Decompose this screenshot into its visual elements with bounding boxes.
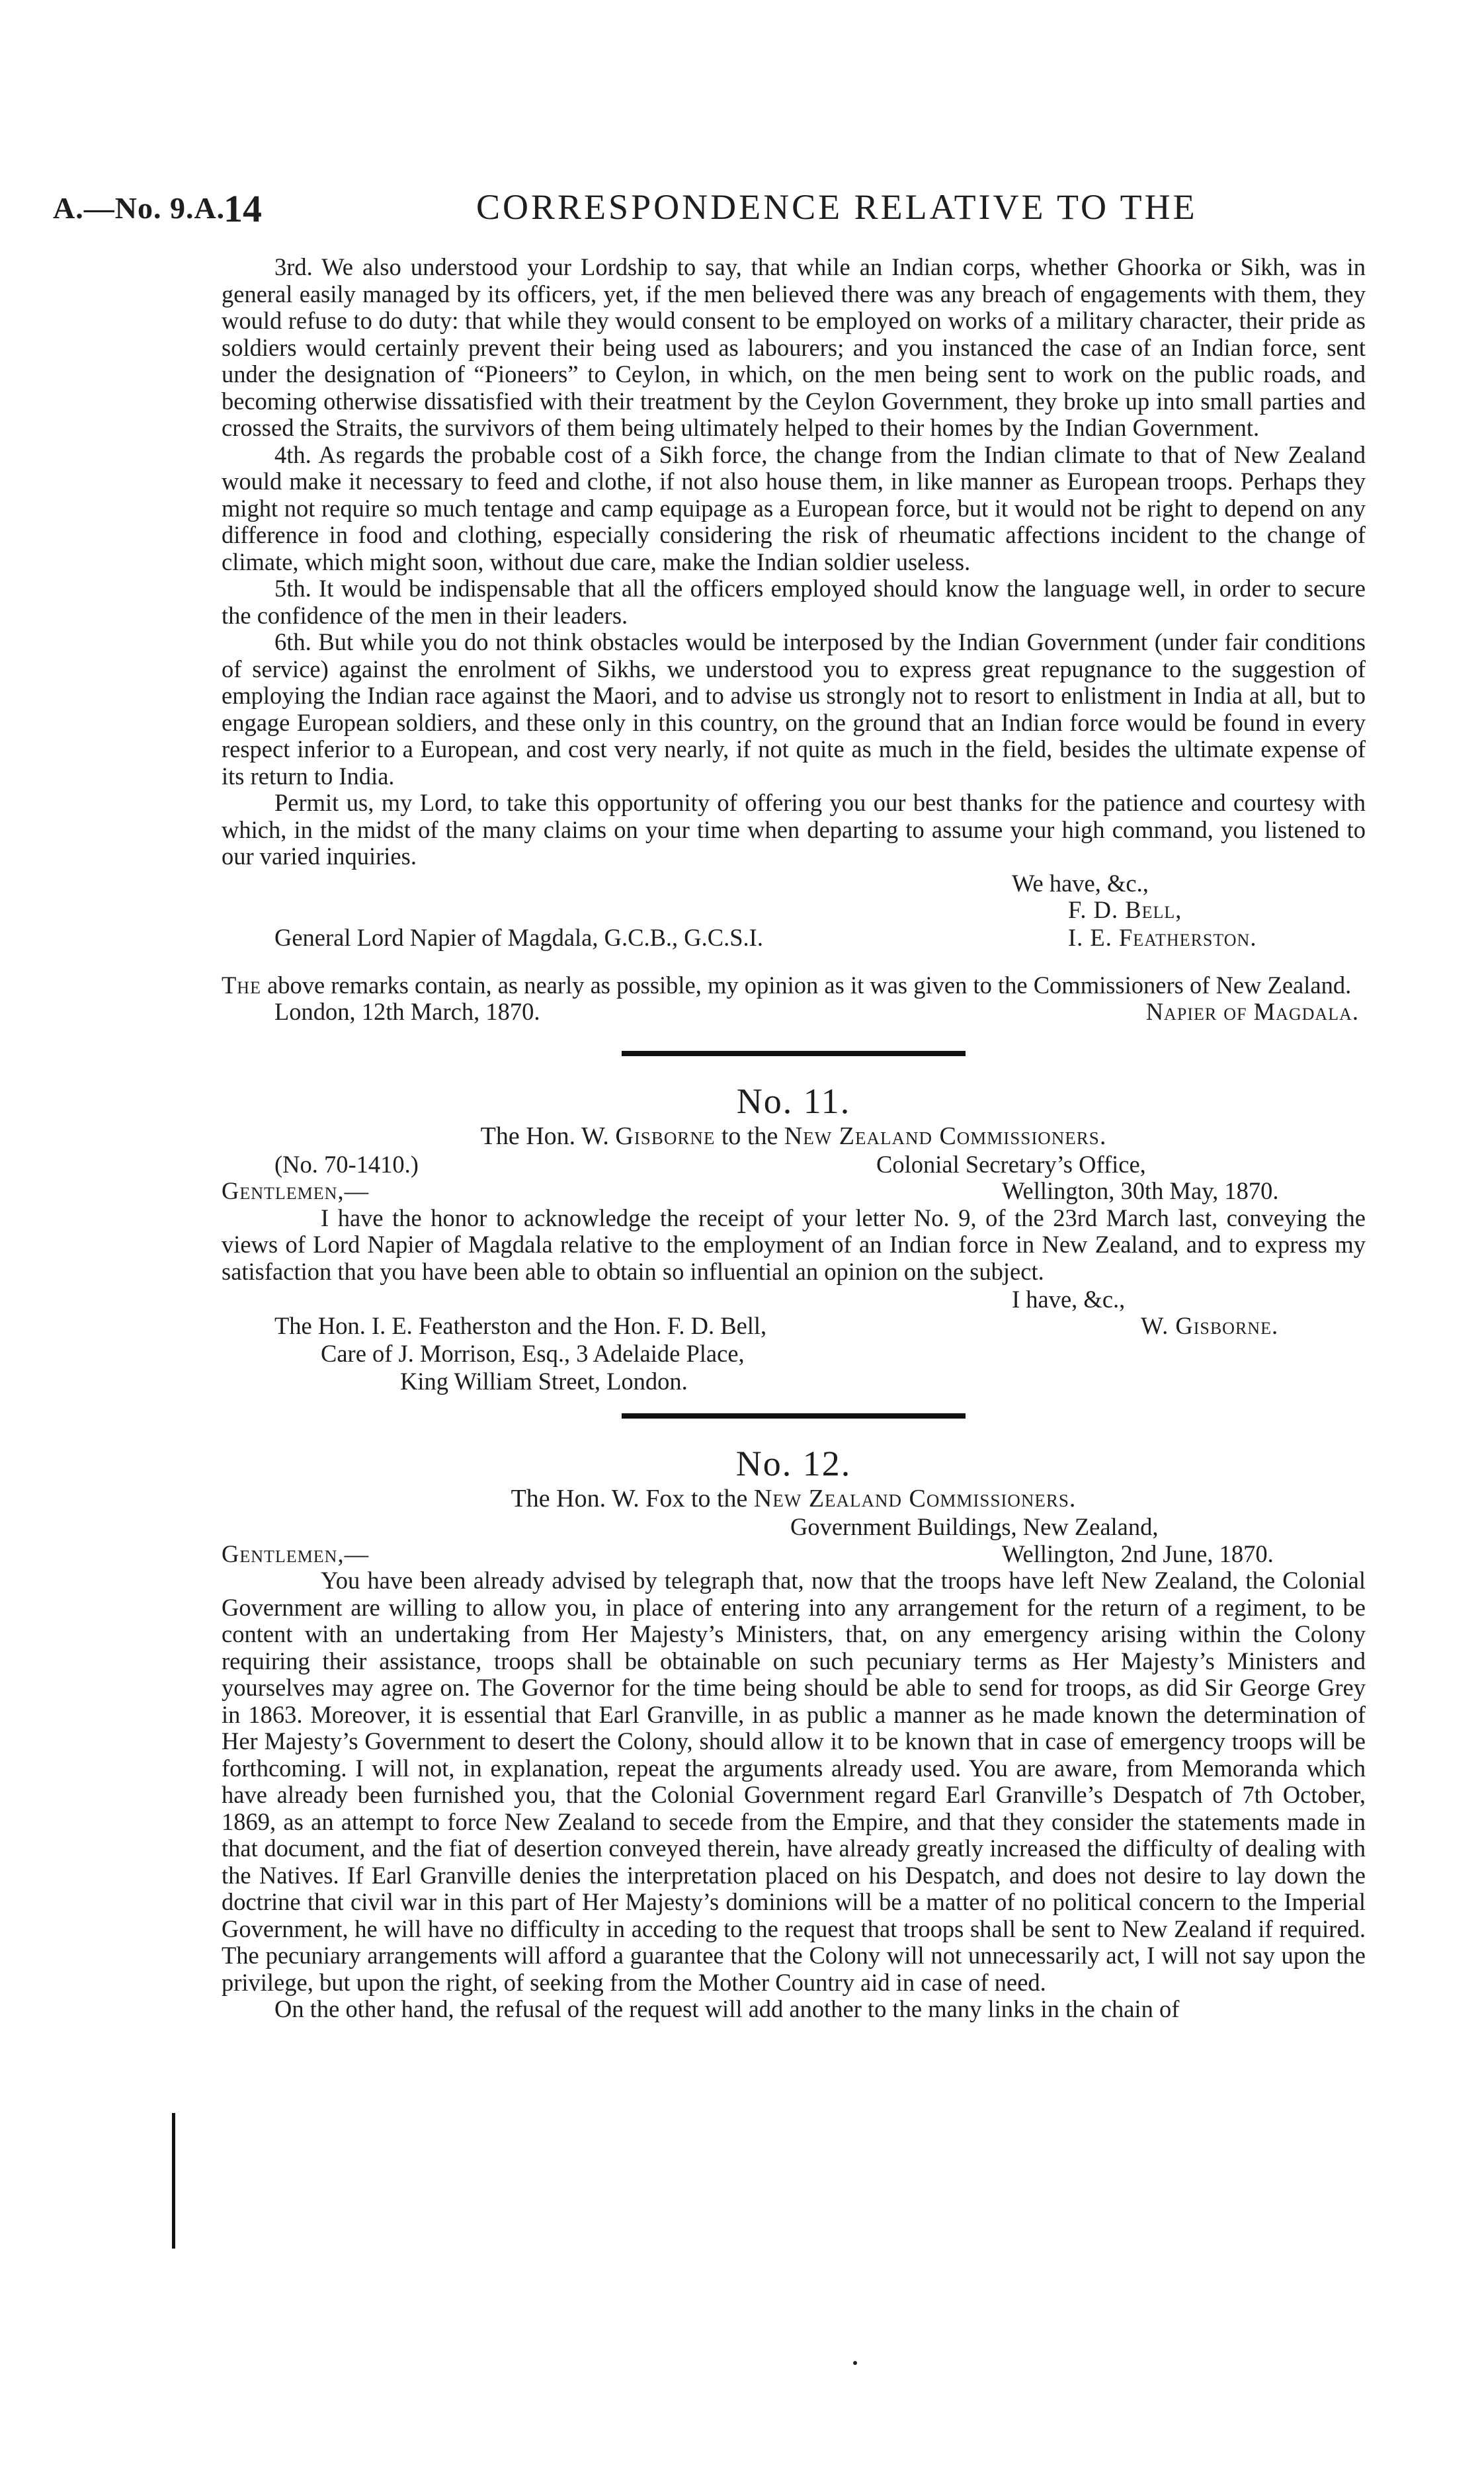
- letter-number-12: No. 12.: [735, 1444, 852, 1483]
- letter-12-salutation-row: [222, 1541, 1366, 1568]
- letter-12-salutation: Gentlemen,—: [222, 1540, 370, 1567]
- letter-11-addressee-3: King William Street, London.: [400, 1368, 688, 1395]
- letter-11-addressee-2: Care of J. Morrison, Esq., 3 Adelaide Place,: [321, 1340, 745, 1367]
- paragraph-6th: 6th. But while you do not think obstacles would be interposed by the Indian Government (under fair conditions of service) against the enrolment of Sikhs, we understood you to express great repugnance to the suggestion of employing the Indian race against the Maori, and to advise us strongly not to resort to enlistment in India at all, but to engage European soldiers, and these only in this country, on the ground that an Indian force would be found in every respect inferior to a European, and cost very nearly, if not quite as much in the field, besides the ultimate expense of its return to India.: [222, 628, 1366, 790]
- letter-12-office: Government Buildings, New Zealand,: [790, 1513, 1159, 1540]
- letter-12-title-prefix: The Hon. W.: [511, 1485, 639, 1512]
- closing-we-have: We have, &c.,: [1012, 869, 1149, 897]
- letter-12-title-mid: to the: [690, 1485, 748, 1512]
- remarks-place-date: London, 12th March, 1870.: [274, 998, 540, 1025]
- paragraph-4th: 4th. As regards the probable cost of a Sikh force, the change from the Indian climate to that of New Zealand would make it necessary to feed and clothe, if not also house them, in like manner as European troops. Perhaps they might not require so much tentage and camp equipage as a European force, but it would not be right to depend on any difference in food and clothing, especially considering the risk of rheumatic affections incident to the change of climate, which might soon, without due care, make the Indian soldier useless.: [222, 440, 1366, 575]
- margin-mark: [172, 2113, 185, 2249]
- running-header: [53, 186, 1362, 239]
- page-speck: [853, 2361, 857, 2365]
- letter-11-closing: I have, &c.,: [1012, 1286, 1126, 1313]
- letter-11-salutation: Gentlemen,—: [222, 1177, 370, 1204]
- addressee-napier: General Lord Napier of Magdala, G.C.B., G.C.S.I.: [274, 923, 763, 951]
- letter-number-11: No. 11.: [736, 1081, 851, 1121]
- letter-12-place-date: Wellington, 2nd June, 1870.: [1002, 1540, 1274, 1567]
- letter-11-ref: (No. 70-1410.): [274, 1150, 419, 1178]
- page-title: CORRESPONDENCE RELATIVE TO THE: [476, 187, 1198, 227]
- remarks-lead: The: [222, 971, 261, 999]
- letter-11-office: Colonial Secretary’s Office,: [876, 1150, 1146, 1178]
- remarks-paragraph: [222, 972, 1366, 999]
- letter-11-signer: W. Gisborne.: [1141, 1312, 1279, 1339]
- letter-12-title: [222, 1483, 1366, 1514]
- section-divider: [622, 1051, 966, 1056]
- letter-11-place-date: Wellington, 30th May, 1870.: [1002, 1177, 1279, 1204]
- letter-11-sender: Gisborne: [615, 1122, 716, 1150]
- remarks-signer: Napier of Magdala.: [1145, 998, 1359, 1025]
- paragraph-3rd: 3rd. We also understood your Lordship to say, that while an Indian corps, whether Ghoorka or Sikh, was in general easily managed by its officers, yet, if the men believed there was any breach of engagements with them, they would refuse to do duty: that while they would consent to be employed on works of a military character, their pride as soldiers would certainly prevent their being used as labourers; and you instanced the case of an Indian force, sent under the designation of “Pioneers” to Ceylon, in which, on the men being sent to work on the public roads, and becoming otherwise dissatisfied with their treatment by the Ceylon Government, they broke up into small parties and crossed the Straits, the survivors of them being ultimately helped to their homes by the Indian Government.: [222, 253, 1366, 441]
- signer-bell: F. D. Bell,: [1068, 895, 1182, 923]
- letter-12-sender: Fox: [645, 1485, 685, 1512]
- letter-11-ref-row: [222, 1151, 1366, 1179]
- letter-11-title-mid: to the: [721, 1122, 778, 1150]
- letter-12-body: You have been already advised by telegraph that, now that the troops have left New Zealand, the Colonial Government are willing to allow you, in place of entering into any arrangement for the return of a regiment, to be content with an undertaking from Her Majesty’s Ministers, that, on any emergency arising within the Colony requiring their assistance, troops shall be obtainable on such pecuniary terms as Her Majesty’s Ministers and yourselves may agree on. The Governor for the time being should be able to send for troops, as did Sir George Grey in 1863. Moreover, it is essential that Earl Granville, in as public a manner as he made known the determination of Her Majesty’s Government to desert the Colony, should allow it to be known that in case of emergency troops will be forthcoming. I will not, in explanation, repeat the arguments already used. You are aware, from Memoranda which have already been furnished you, that the Colonial Government regard Earl Granville’s Despatch of 7th October, 1869, as an attempt to force New Zealand to secede from the Empire, and that they consider the statements made in that document, and the fiat of desertion conveyed therein, have already greatly increased the difficulty of dealing with the Natives. If Earl Granville denies the interpretation placed on his Despatch, and does not desire to lay down the doctrine that civil war in this part of Her Majesty’s dominions will be a matter of no political concern to the Imperial Government, he will have no difficulty in acceding to the request that troops shall be sent to New Zealand if required. The pecuniary arrangements will afford a guarantee that the Colony will not unnecessarily act, I will not say upon the privilege, but upon the right, of seeking from the Mother Country aid in case of need.: [222, 1567, 1366, 1996]
- paragraph-5th: 5th. It would be indispensable that all the officers employed should know the language well, in order to secure the confidence of the men in their leaders.: [222, 575, 1366, 629]
- document-reference: A.—No. 9.A.: [53, 191, 226, 225]
- remarks-signature: [222, 999, 1366, 1026]
- letter-11-body: I have the honor to acknowledge the receipt of your letter No. 9, of the 23rd March last, conveying the views of Lord Napier of Magdala relative to the employment of an Indian force in New Zealand, and to express my satisfaction that you have been able to obtain so influential an opinion on the subject.: [222, 1204, 1366, 1285]
- page-number: 14: [224, 187, 262, 230]
- page-content: [222, 254, 1366, 2023]
- letter-11-title-prefix: The Hon. W.: [480, 1122, 609, 1150]
- section-divider: [622, 1413, 966, 1419]
- letter-11-recipient: New Zealand Commissioners.: [784, 1122, 1107, 1150]
- letter-12-office-row: [222, 1514, 1366, 1541]
- letter-11-addressee-1: The Hon. I. E. Featherston and the Hon. F. D. Bell,: [274, 1312, 767, 1339]
- letter-12-recipient: New Zealand Commissioners.: [753, 1485, 1077, 1512]
- signer-featherston: I. E. Featherston.: [1068, 923, 1257, 951]
- letter-11-title: [222, 1121, 1366, 1151]
- letter-11-signature: [222, 1285, 1366, 1397]
- paragraph-thanks: Permit us, my Lord, to take this opportunity of offering you our best thanks for the patience and courtesy with which, in the midst of the many claims on your time when departing to assume your high command, you listened to our varied inquiries.: [222, 789, 1366, 870]
- remarks-text: above remarks contain, as nearly as possible, my opinion as it was given to the Commissioners of New Zealand.: [267, 971, 1352, 999]
- signature-block-1: [222, 870, 1366, 955]
- letter-12-body-continued: On the other hand, the refusal of the request will add another to the many links in the chain of: [274, 1995, 1180, 2022]
- letter-11-salutation-row: [222, 1178, 1366, 1205]
